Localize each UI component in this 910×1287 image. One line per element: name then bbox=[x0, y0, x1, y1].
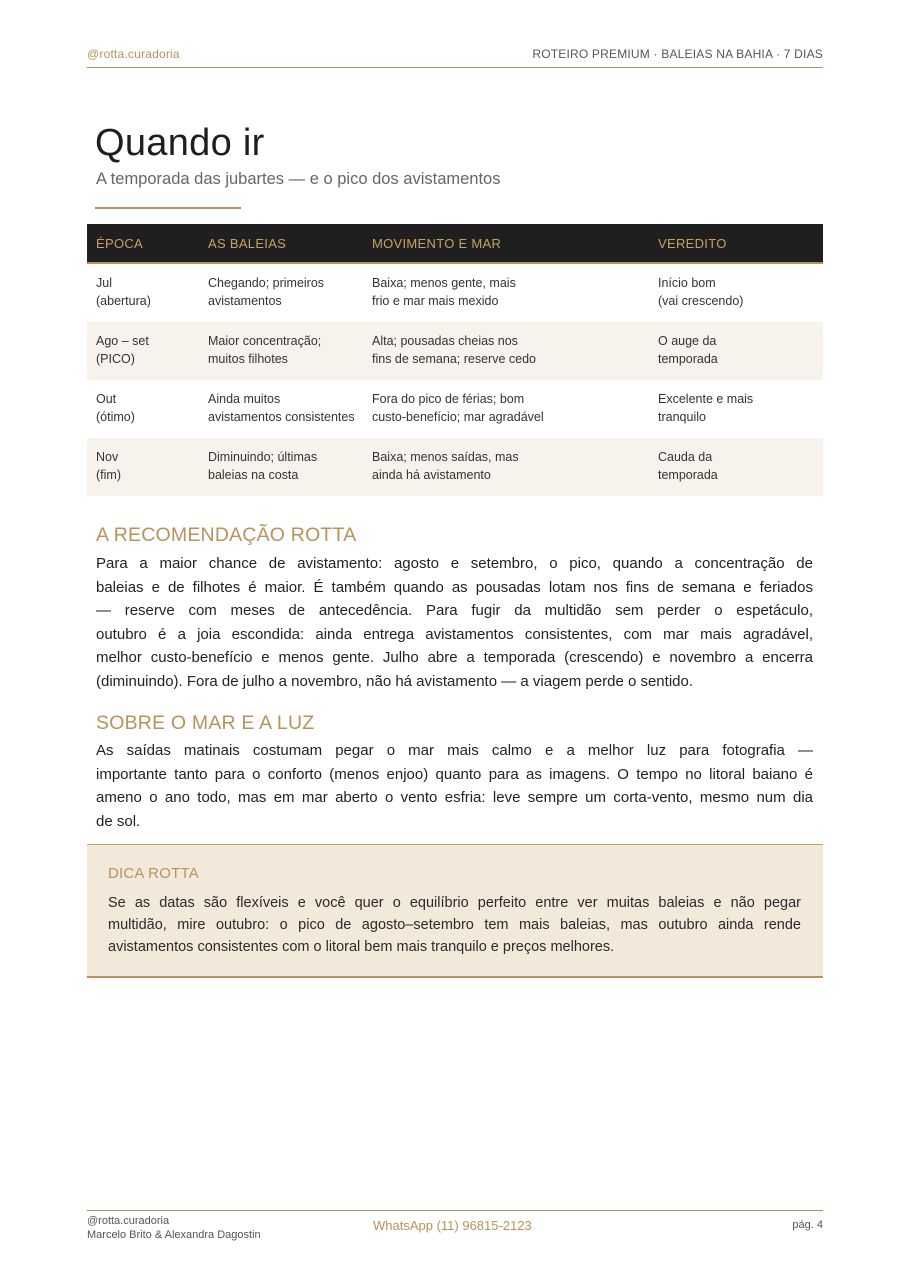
recommendation-paragraph bbox=[96, 552, 813, 693]
cell-line: Baixa; menos saídas, mas bbox=[372, 450, 519, 464]
cell-line: (ótimo) bbox=[96, 410, 135, 424]
table-cell bbox=[87, 438, 199, 496]
cell-line: avistamentos bbox=[208, 294, 282, 308]
cell-line: Chegando; primeiros bbox=[208, 276, 325, 290]
cell-line: Alta; pousadas cheias nos bbox=[372, 334, 518, 348]
cell-line: Início bom bbox=[658, 276, 716, 290]
cell-line: avistamentos consistentes bbox=[208, 410, 355, 424]
paragraph-line: outubro é a joia escondida: ainda entrega avistamentos consistentes, com mar mais agradável, bbox=[96, 625, 813, 643]
footer-handle: @rotta.curadoria bbox=[87, 1215, 170, 1227]
tip-line: avistamentos consistentes com o litoral bem mais tranquilo e preços melhores. bbox=[108, 939, 615, 955]
cell-line: Excelente e mais bbox=[658, 392, 754, 406]
cell-line: (vai crescendo) bbox=[658, 294, 744, 308]
cell-line: (PICO) bbox=[96, 352, 135, 366]
paragraph-line: de sol. bbox=[96, 812, 141, 830]
table-header-row bbox=[87, 224, 823, 263]
column-header-epoca: ÉPOCA bbox=[87, 224, 199, 263]
paragraph-line: ameno o ano todo, mas em mar aberto o vento esfria: leve sempre um corta-vento, mesmo num dia bbox=[96, 789, 813, 806]
cell-line: Baixa; menos gente, mais bbox=[372, 276, 516, 290]
column-header-baleias: AS BALEIAS bbox=[199, 224, 363, 263]
table-cell bbox=[649, 438, 823, 496]
cell-line: frio e mar mais mexido bbox=[372, 294, 499, 308]
paragraph-line: As saídas matinais costumam pegar o mar mais calmo e a melhor luz para fotografia — bbox=[96, 742, 813, 759]
cell-line: Out bbox=[96, 392, 117, 406]
header-doc-title: ROTEIRO PREMIUM · BALEIAS NA BAHIA · 7 DIAS bbox=[532, 47, 823, 61]
tip-line: multidão, mire outubro: o pico de agosto–setembro tem mais baleias, mas outubro ainda rende bbox=[108, 917, 801, 933]
footer-authors: Marcelo Brito & Alexandra Dagostin bbox=[87, 1229, 261, 1241]
paragraph-line: (diminuindo). Fora de julho a novembro, não há avistamento — a viagem perde o sentido. bbox=[96, 672, 694, 690]
page-number: pág. 4 bbox=[792, 1219, 823, 1231]
page-title: Quando ir bbox=[95, 122, 265, 164]
page-header bbox=[87, 46, 823, 68]
cell-line: (abertura) bbox=[96, 294, 151, 308]
table-cell bbox=[649, 380, 823, 438]
cell-line: muitos filhotes bbox=[208, 352, 288, 366]
table-cell bbox=[199, 263, 363, 322]
footer-credits bbox=[87, 1214, 261, 1242]
cell-line: temporada bbox=[658, 468, 718, 482]
table-cell bbox=[87, 322, 199, 380]
cell-line: Ago – set bbox=[96, 334, 149, 348]
paragraph-line: — reserve com meses de antecedência. Para fugir da multidão sem perder o espetáculo, bbox=[96, 602, 813, 619]
table-row bbox=[87, 263, 823, 322]
tip-box bbox=[87, 844, 823, 978]
season-table bbox=[87, 224, 823, 496]
cell-line: Ainda muitos bbox=[208, 392, 281, 406]
paragraph-line: baleias e de filhotes é maior. É também quando as pousadas lotam nos fins de semana e feriados bbox=[96, 578, 813, 596]
page-subtitle: A temporada das jubartes — e o pico dos avistamentos bbox=[96, 170, 501, 188]
tip-line: Se as datas são flexíveis e você quer o equilíbrio perfeito entre ver muitas baleias e não pegar bbox=[108, 895, 801, 911]
table-cell bbox=[199, 438, 363, 496]
paragraph-line: importante tanto para o conforto (menos enjoo) quanto para as imagens. O tempo no litoral baiano é bbox=[96, 765, 813, 783]
table-cell bbox=[363, 380, 649, 438]
cell-line: Diminuindo; últimas bbox=[208, 450, 318, 464]
table-row bbox=[87, 380, 823, 438]
paragraph-line: melhor custo-benefício e menos gente. Julho abre a temporada (crescendo) e novembro a encerra bbox=[96, 649, 813, 666]
cell-line: custo-benefício; mar agradável bbox=[372, 410, 544, 424]
table-cell bbox=[363, 438, 649, 496]
cell-line: Jul bbox=[96, 276, 112, 290]
column-header-movimento: MOVIMENTO E MAR bbox=[363, 224, 649, 263]
cell-line: tranquilo bbox=[658, 410, 706, 424]
table-row bbox=[87, 438, 823, 496]
table-cell bbox=[363, 322, 649, 380]
table-row bbox=[87, 322, 823, 380]
page-footer bbox=[87, 1210, 823, 1251]
cell-line: fins de semana; reserve cedo bbox=[372, 352, 536, 366]
cell-line: Fora do pico de férias; bom bbox=[372, 392, 525, 406]
cell-line: baleias na costa bbox=[208, 468, 299, 482]
table-cell bbox=[199, 380, 363, 438]
recommendation-heading: A RECOMENDAÇÃO ROTTA bbox=[96, 524, 357, 546]
table-cell bbox=[199, 322, 363, 380]
sea-heading: SOBRE O MAR E A LUZ bbox=[96, 712, 315, 734]
cell-line: Maior concentração; bbox=[208, 334, 322, 348]
tip-text bbox=[108, 892, 801, 958]
tip-heading: DICA ROTTA bbox=[108, 865, 199, 882]
sea-paragraph bbox=[96, 739, 813, 833]
cell-line: temporada bbox=[658, 352, 718, 366]
table-cell bbox=[87, 380, 199, 438]
cell-line: ainda há avistamento bbox=[372, 468, 491, 482]
table-cell bbox=[649, 263, 823, 322]
cell-line: (fim) bbox=[96, 468, 121, 482]
table-cell bbox=[87, 263, 199, 322]
table-cell bbox=[363, 263, 649, 322]
table-cell bbox=[649, 322, 823, 380]
cell-line: Cauda da bbox=[658, 450, 713, 464]
title-underline bbox=[95, 207, 241, 209]
cell-line: O auge da bbox=[658, 334, 717, 348]
footer-whatsapp-link[interactable]: WhatsApp (11) 96815-2123 bbox=[373, 1218, 532, 1233]
cell-line: Nov bbox=[96, 450, 119, 464]
paragraph-line: Para a maior chance de avistamento: agosto e setembro, o pico, quando a concentração de bbox=[96, 555, 813, 572]
header-brand: @rotta.curadoria bbox=[87, 47, 180, 61]
column-header-veredito: VEREDITO bbox=[649, 224, 823, 263]
